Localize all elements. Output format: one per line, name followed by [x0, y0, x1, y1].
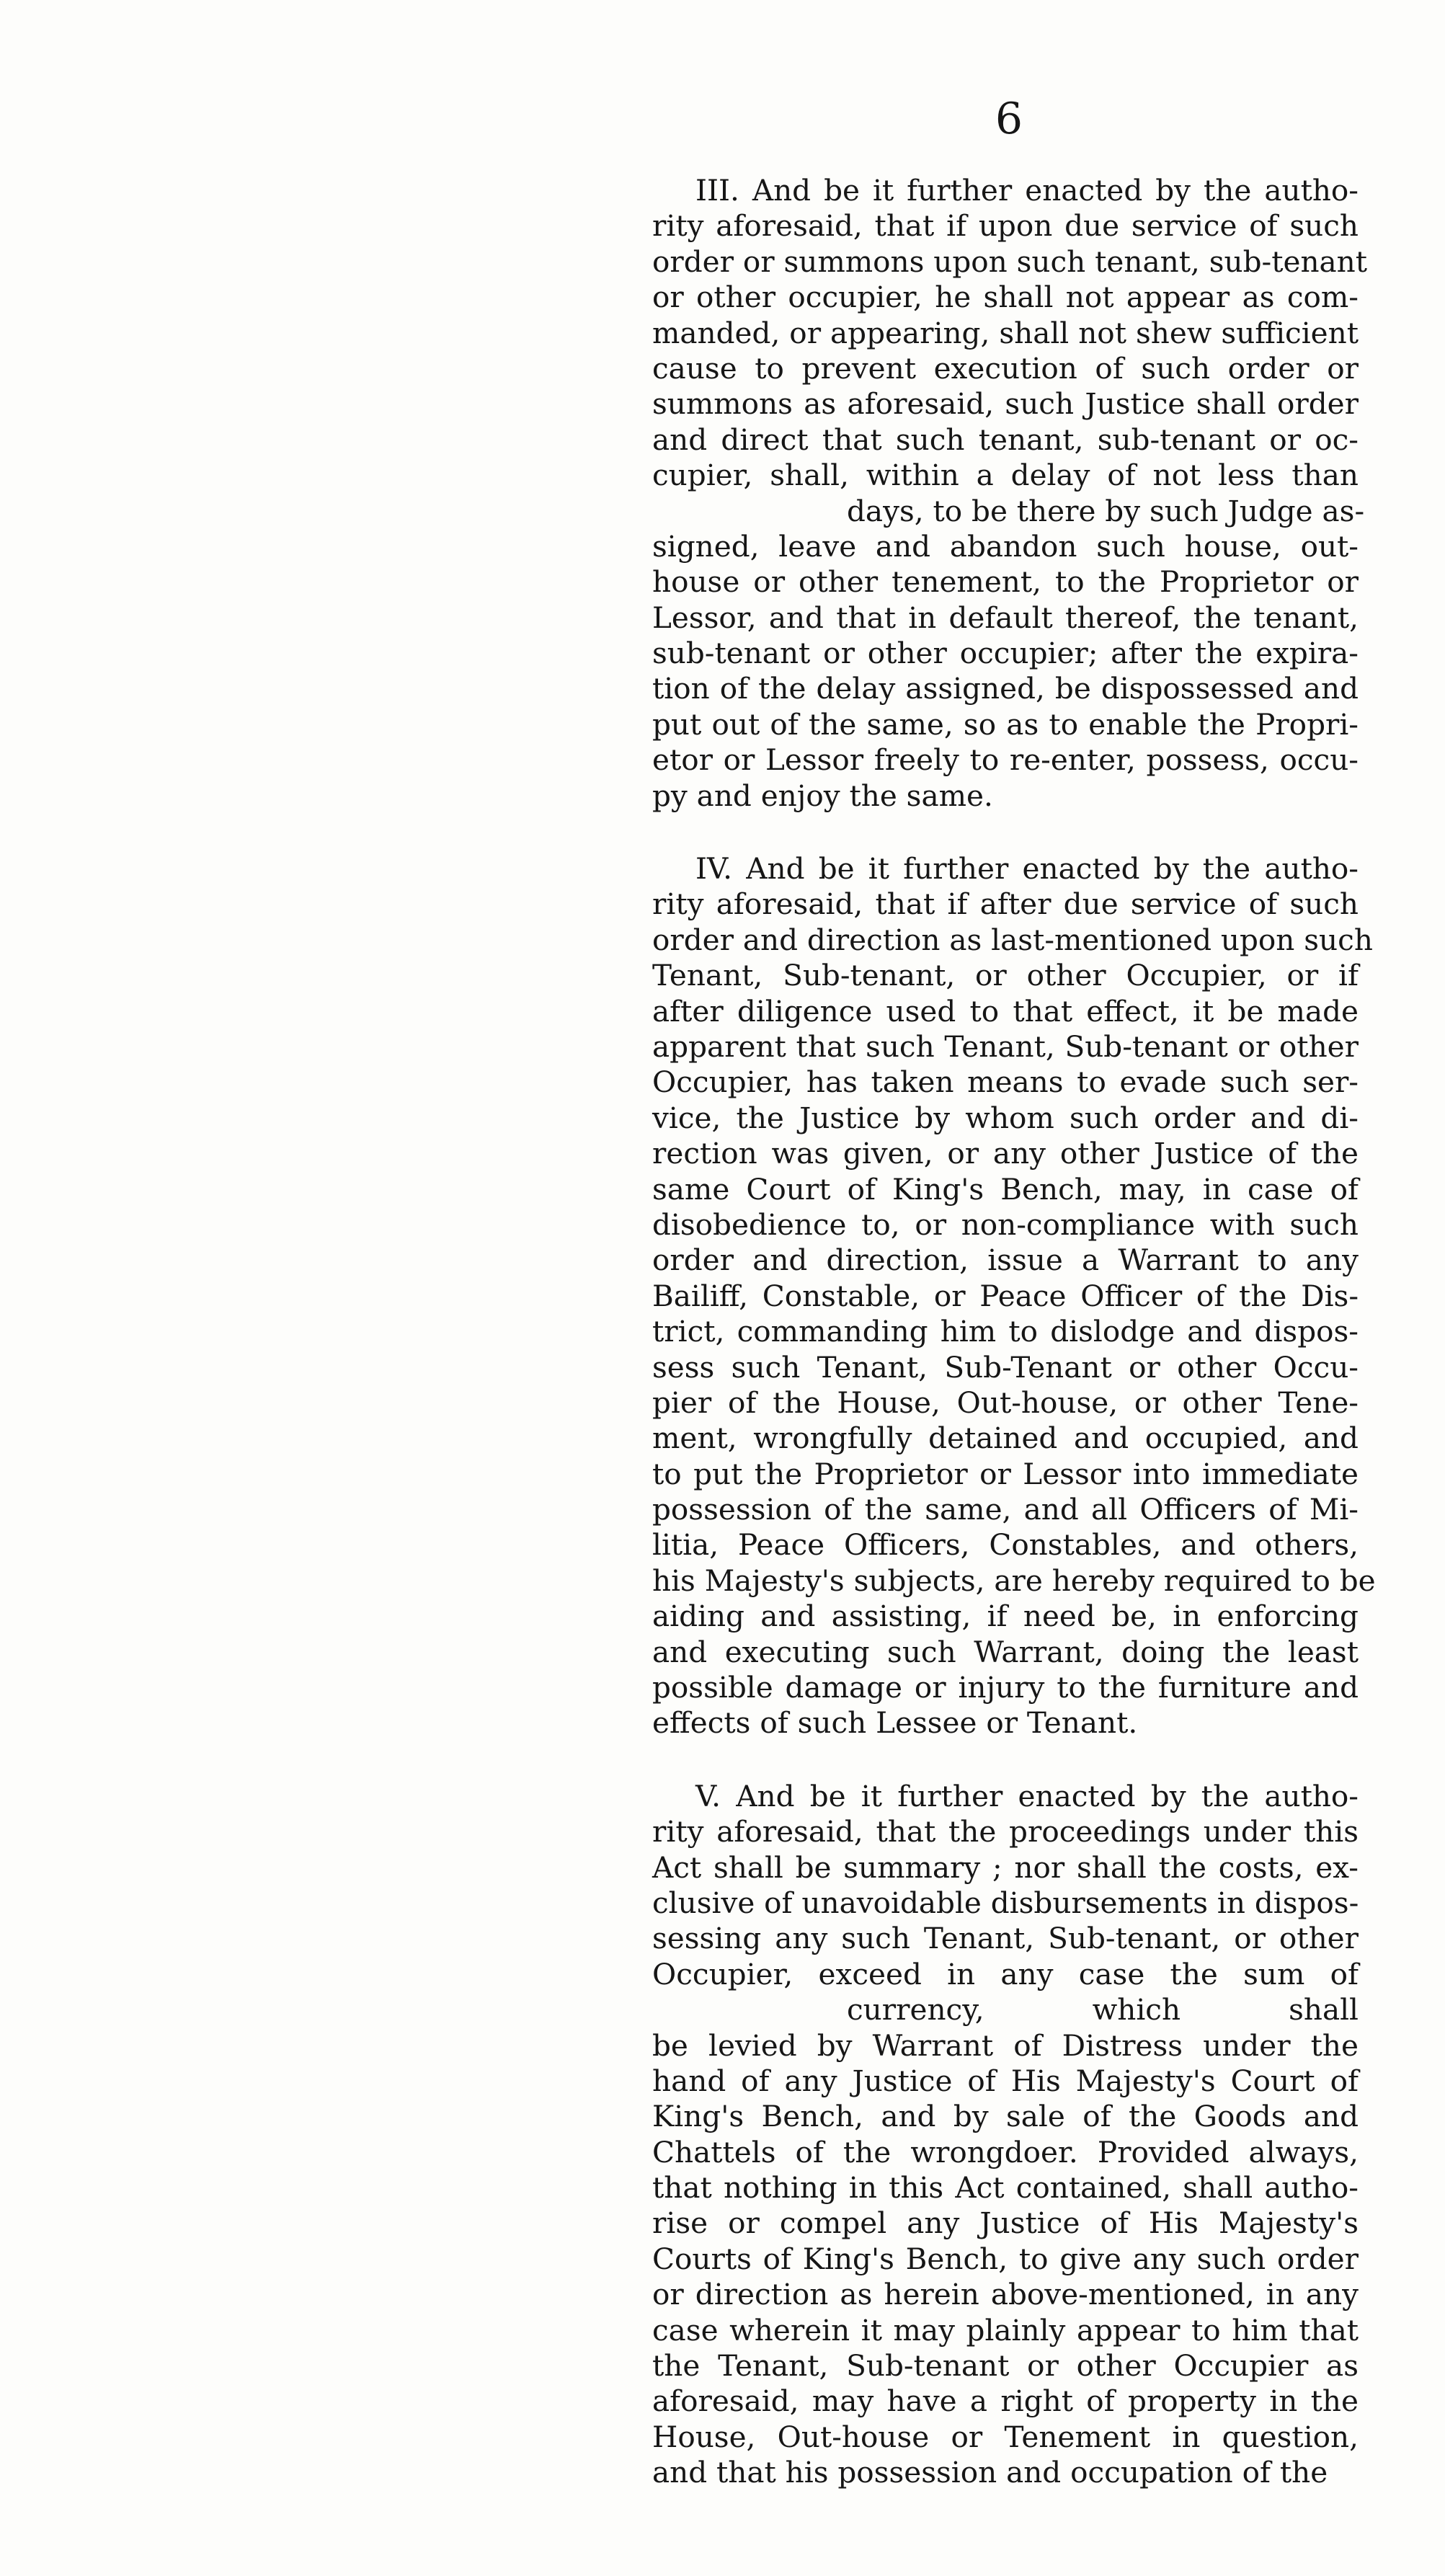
- text-line: house or other tenement, to the Proprietor or: [652, 564, 1359, 600]
- text-line: possession of the same, and all Officers of Mi-: [652, 1492, 1359, 1527]
- text-line: Courts of King's Bench, to give any such order: [652, 2241, 1359, 2276]
- text-line: IV. And be it further enacted by the autho-: [695, 851, 1359, 887]
- text-line: after diligence used to that effect, it be made: [652, 993, 1359, 1029]
- text-line: and that his possession and occupation of the: [652, 2455, 1328, 2490]
- section-v: [652, 1779, 1359, 2491]
- text-line: order or summons upon such tenant, sub-tenant: [652, 244, 1368, 279]
- text-line: cupier, shall, within a delay of not less than: [652, 458, 1359, 493]
- text-line: etor or Lessor freely to re-enter, possess, occu-: [652, 742, 1359, 778]
- text-line: vice, the Justice by whom such order and di-: [652, 1100, 1359, 1135]
- text-line: and executing such Warrant, doing the least: [652, 1634, 1359, 1669]
- text-line: Occupier, exceed in any case the sum of: [652, 1956, 1359, 1991]
- text-line: House, Out-house or Tenement in question,: [652, 2419, 1359, 2454]
- text-line: tion of the delay assigned, be dispossessed and: [652, 671, 1359, 706]
- text-line: Occupier, has taken means to evade such ser-: [652, 1065, 1359, 1100]
- text-line: order and direction, issue a Warrant to any: [652, 1243, 1359, 1278]
- text-line: effects of such Lessee or Tenant.: [652, 1705, 1138, 1741]
- text-line: that nothing in this Act contained, shall autho-: [652, 2170, 1359, 2206]
- text-line: same Court of King's Bench, may, in case of: [652, 1171, 1359, 1207]
- text-line: rection was given, or any other Justice of the: [652, 1136, 1359, 1171]
- text-line: rity aforesaid, that if after due service of such: [652, 887, 1359, 922]
- text-line: disobedience to, or non-compliance with such: [652, 1207, 1359, 1242]
- section-gap: [652, 814, 1359, 851]
- text-line: rity aforesaid, that the proceedings under this: [652, 1814, 1359, 1849]
- text-line: order and direction as last-mentioned upon such: [652, 922, 1373, 957]
- text-line: trict, commanding him to dislodge and dispos-: [652, 1314, 1359, 1349]
- text-line: litia, Peace Officers, Constables, and others,: [652, 1527, 1359, 1563]
- text-line: cause to prevent execution of such order or: [652, 350, 1359, 386]
- text-line: clusive of unavoidable disbursements in dispos-: [652, 1885, 1359, 1920]
- text-line: rity aforesaid, that if upon due service of such: [652, 208, 1359, 244]
- text-line: King's Bench, and by sale of the Goods and: [652, 2099, 1359, 2134]
- text-line: days, to be there by such Judge as-: [847, 493, 1365, 528]
- text-line: sessing any such Tenant, Sub-tenant, or other: [652, 1921, 1359, 1956]
- text-line: pier of the House, Out-house, or other Tene-: [652, 1385, 1359, 1420]
- section-iv: [652, 851, 1376, 1741]
- text-line: Chattels of the wrongdoer. Provided always,: [652, 2134, 1359, 2169]
- text-line: signed, leave and abandon such house, out-: [652, 528, 1359, 564]
- text-line: hand of any Justice of His Majesty's Court of: [652, 2063, 1359, 2098]
- text-line: to put the Proprietor or Lessor into immediate: [652, 1456, 1359, 1491]
- text-line: the Tenant, Sub-tenant or other Occupier as: [652, 2348, 1359, 2384]
- text-line: V. And be it further enacted by the autho-: [695, 1778, 1359, 1813]
- text-line: Bailiff, Constable, or Peace Officer of the Dis-: [652, 1278, 1359, 1313]
- text-line: ment, wrongfully detained and occupied, and: [652, 1421, 1359, 1456]
- text-line: III. And be it further enacted by the autho-: [695, 173, 1359, 208]
- text-line: sess such Tenant, Sub-Tenant or other Occu-: [652, 1349, 1359, 1385]
- text-line: manded, or appearing, shall not shew sufficient: [652, 315, 1359, 350]
- text-column: [652, 173, 1376, 2491]
- text-line: apparent that such Tenant, Sub-tenant or other: [652, 1029, 1359, 1064]
- text-line: Lessor, and that in default thereof, the tenant,: [652, 600, 1359, 635]
- section-iii: [652, 173, 1368, 814]
- section-gap: [652, 1741, 1359, 1779]
- page-number: 6: [995, 94, 1023, 144]
- text-line: put out of the same, so as to enable the Propri-: [652, 706, 1359, 742]
- text-line: or other occupier, he shall not appear as com-: [652, 280, 1359, 315]
- text-line: sub-tenant or other occupier; after the expira-: [652, 636, 1359, 671]
- text-line: aforesaid, may have a right of property in the: [652, 2384, 1359, 2419]
- text-line: possible damage or injury to the furniture and: [652, 1670, 1359, 1705]
- text-line: Act shall be summary ; nor shall the costs, ex-: [652, 1849, 1359, 1885]
- text-line: aiding and assisting, if need be, in enforcing: [652, 1599, 1359, 1634]
- text-line: py and enjoy the same.: [652, 778, 993, 813]
- text-line: rise or compel any Justice of His Majesty's: [652, 2206, 1359, 2241]
- text-line: his Majesty's subjects, are hereby required to be: [652, 1563, 1376, 1598]
- text-line: and direct that such tenant, sub-tenant or oc-: [652, 422, 1359, 457]
- text-line: be levied by Warrant of Distress under the: [652, 2028, 1359, 2063]
- text-line: or direction as herein above-mentioned, in any: [652, 2277, 1359, 2312]
- text-line: currency, which shall: [847, 1992, 1359, 2028]
- text-line: summons as aforesaid, such Justice shall order: [652, 386, 1359, 422]
- text-line: case wherein it may plainly appear to him that: [652, 2312, 1359, 2348]
- text-line: Tenant, Sub-tenant, or other Occupier, or if: [652, 958, 1359, 993]
